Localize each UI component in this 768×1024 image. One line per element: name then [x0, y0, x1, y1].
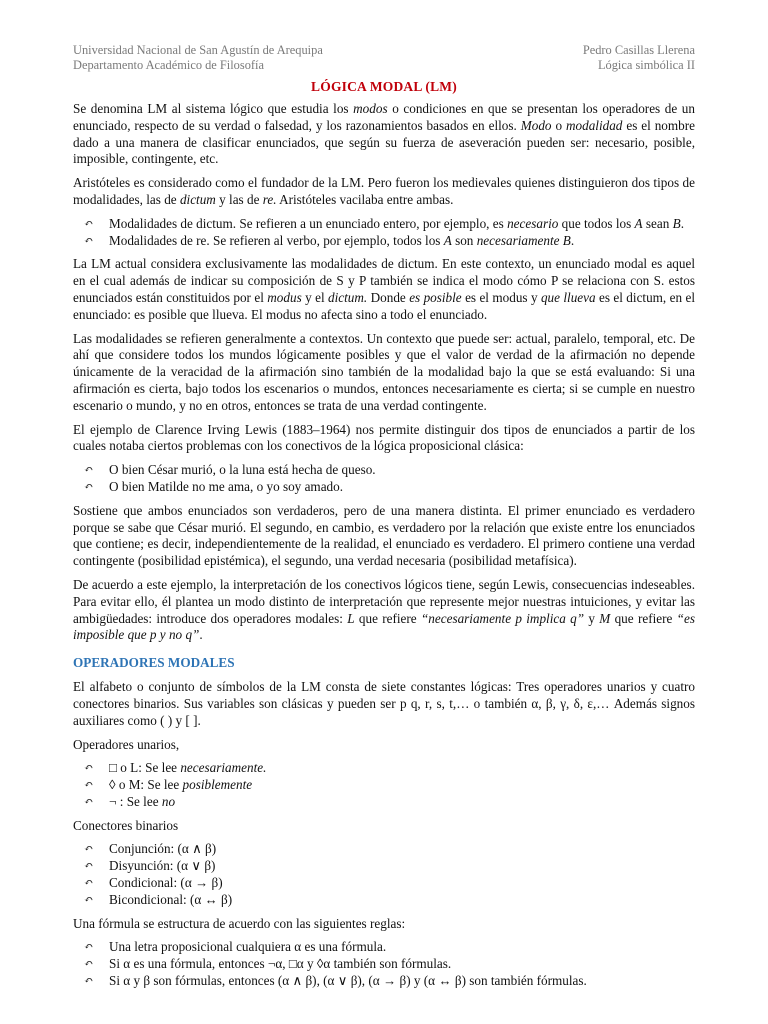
paragraph-alphabet: El alfabeto o conjunto de símbolos de la LM consta de siete constantes lógicas: Tres operadores unarios y cuatro conectores binarios. Sus variables son clásicas y pueden ser p q, r, s, t,… o también α, β, γ, δ, ε,… Además signos auxiliares como ( ) y [ ].: [73, 679, 695, 728]
paragraph-lewis: El ejemplo de Clarence Irving Lewis (1883–1964) nos permite distinguir dos tipos de enunciados a partir de los cuales notaba ciertos problemas con los conectivos de la lógica proposicional clásica:: [73, 421, 695, 454]
formula-rules-list: [73, 939, 695, 989]
binary-connectives-list: [73, 841, 695, 908]
list-item: ↶ Si α es una fórmula, entonces ¬α, □α y ◊α también son fórmulas.: [84, 956, 452, 972]
hook-arrow-bullet-icon: ↶: [84, 234, 94, 247]
hook-arrow-bullet-icon: ↶: [84, 843, 94, 856]
list-item: ↶ O bien César murió, o la luna está hecha de queso.: [84, 462, 376, 478]
hook-arrow-bullet-icon: ↶: [84, 975, 94, 988]
hook-arrow-bullet-icon: ↶: [84, 779, 94, 792]
paragraph-binary-label: Conectores binarios: [73, 817, 179, 833]
hook-arrow-bullet-icon: ↶: [84, 464, 94, 477]
hook-arrow-bullet-icon: ↶: [84, 217, 94, 230]
list-item: ↶ Conjunción: (α ∧ β): [84, 841, 217, 857]
hook-arrow-bullet-icon: ↶: [84, 762, 94, 775]
hook-arrow-bullet-icon: ↶: [84, 958, 94, 971]
paragraph-operators-intro: De acuerdo a este ejemplo, la interpretación de los conectivos lógicos tiene, según Lewis, consecuencias indeseables. Para evitar ello, él plantea un modo distinto de interpretación que represente mejor nuestras intuiciones, y evitar las ambigüedades: introduce dos operadores modales: L que refiere “necesariamente p implica q” y M que refiere “es imposible que p y no q”.: [73, 576, 695, 643]
paragraph-unary-label: Operadores unarios,: [73, 736, 180, 752]
paragraph-definition: Se denomina LM al sistema lógico que estudia los modos o condiciones en que se presentan los operadores de un enunciado, respecto de su verdad o falsedad, y los razonamientos basados en ellos. Modo o modalidad es el nombre dado a una manera de clasificar enunciados, que según su fuerza de aseveración pueden ser: necesario, posible, imposible, contingente, etc.: [73, 101, 695, 167]
list-item: ↶ Una letra proposicional cualquiera α es una fórmula.: [84, 939, 387, 955]
hook-arrow-bullet-icon: ↶: [84, 877, 94, 890]
hook-arrow-bullet-icon: ↶: [84, 795, 94, 808]
paragraph-aristotle: Aristóteles es considerado como el fundador de la LM. Pero fueron los medievales quienes distinguieron dos tipos de modalidades, las de dictum y las de re. Aristóteles vacilaba entre ambas.: [73, 175, 695, 207]
list-item: ↶ □ o L: Se lee necesariamente.: [84, 760, 267, 776]
list-item: ↶ Bicondicional: (α ↔ β): [84, 891, 233, 907]
author-name: Pedro Casillas Llerena: [582, 43, 695, 57]
hook-arrow-bullet-icon: ↶: [84, 860, 94, 873]
list-item: ↶ Si α y β son fórmulas, entonces (α ∧ β), (α ∨ β), (α → β) y (α ↔ β) son también fórmulas.: [84, 973, 587, 989]
hook-arrow-bullet-icon: ↶: [84, 941, 94, 954]
course-name: Lógica simbólica II: [597, 57, 695, 72]
lewis-examples-list: [73, 462, 695, 496]
paragraph-modern-lm: La LM actual considera exclusivamente las modalidades de dictum. En este contexto, un enunciado modal es aquel en el cual además de indicar su composición de S y P también se indica el modo cómo P se relaciona con S. estos enunciados están constituidos por el modus y el dictum. Donde es posible es el modus y que llueva es el dictum, en el enunciado: es posible que llueva. El modus no afecta sino a todo el enunciado.: [73, 256, 695, 322]
document-title: LÓGICA MODAL (LM): [311, 79, 457, 94]
hook-arrow-bullet-icon: ↶: [84, 893, 94, 906]
header-right: [583, 43, 695, 72]
paragraph-contexts: Las modalidades se refieren generalmente a contextos. Un contexto que puede ser: actual, paralelo, temporal, etc. De ahí que considere todos los mundos lógicamente posibles y que el valor de verdad de la afirmación no depende únicamente de la veracidad de la afirmación sino también de la modalidad bajo la que se está evaluando: Si una afirmación es cierta, bajo todos los escenarios o mundos, entonces necesariamente es cierta; si se cumple en nuestro escenario o mundo, y no en otros, entonces se trata de una verdad contingente.: [73, 330, 695, 413]
unary-operators-list: [73, 760, 695, 810]
list-item: ↶ Disyunción: (α ∨ β): [84, 858, 216, 874]
list-item: ↶ O bien Matilde no me ama, o yo soy amado.: [84, 478, 344, 494]
hook-arrow-bullet-icon: ↶: [84, 480, 94, 493]
paragraph-formula-rules: Una fórmula se estructura de acuerdo con las siguientes reglas:: [73, 915, 406, 931]
page-header: [73, 43, 695, 72]
paragraph-truth-types: Sostiene que ambos enunciados son verdaderos, pero de una manera distinta. El primer enunciado es verdadero porque se sabe que César murió. El segundo, en cambio, es verdadero por la relación que existe entre los enunciados que contiene; es decir, independientemente de la realidad, el enunciado es verdadero. El primero contiene una verdad contingente (posibilidad epistémica), el segundo, una verdad necesaria (posibilidad metafísica).: [73, 502, 695, 569]
section-heading: OPERADORES MODALES: [73, 655, 235, 671]
list-item: ↶ Condicional: (α → β): [84, 875, 223, 891]
department-name: Departamento Académico de Filosofía: [73, 57, 264, 72]
list-item: ↶ Modalidades de dictum. Se refieren a un enunciado entero, por ejemplo, es necesario que todos los A sean B.: [84, 215, 684, 231]
list-item: ↶ Modalidades de re. Se refieren al verbo, por ejemplo, todos los A son necesariamente B.: [84, 232, 575, 248]
modalities-list: [73, 216, 695, 250]
list-item: ↶ ¬ : Se lee no: [84, 793, 176, 809]
university-name: Universidad Nacional de San Agustín de Arequipa: [73, 43, 323, 57]
list-item: ↶ ◊ o M: Se lee posiblemente: [84, 777, 253, 793]
header-left: [73, 43, 323, 72]
